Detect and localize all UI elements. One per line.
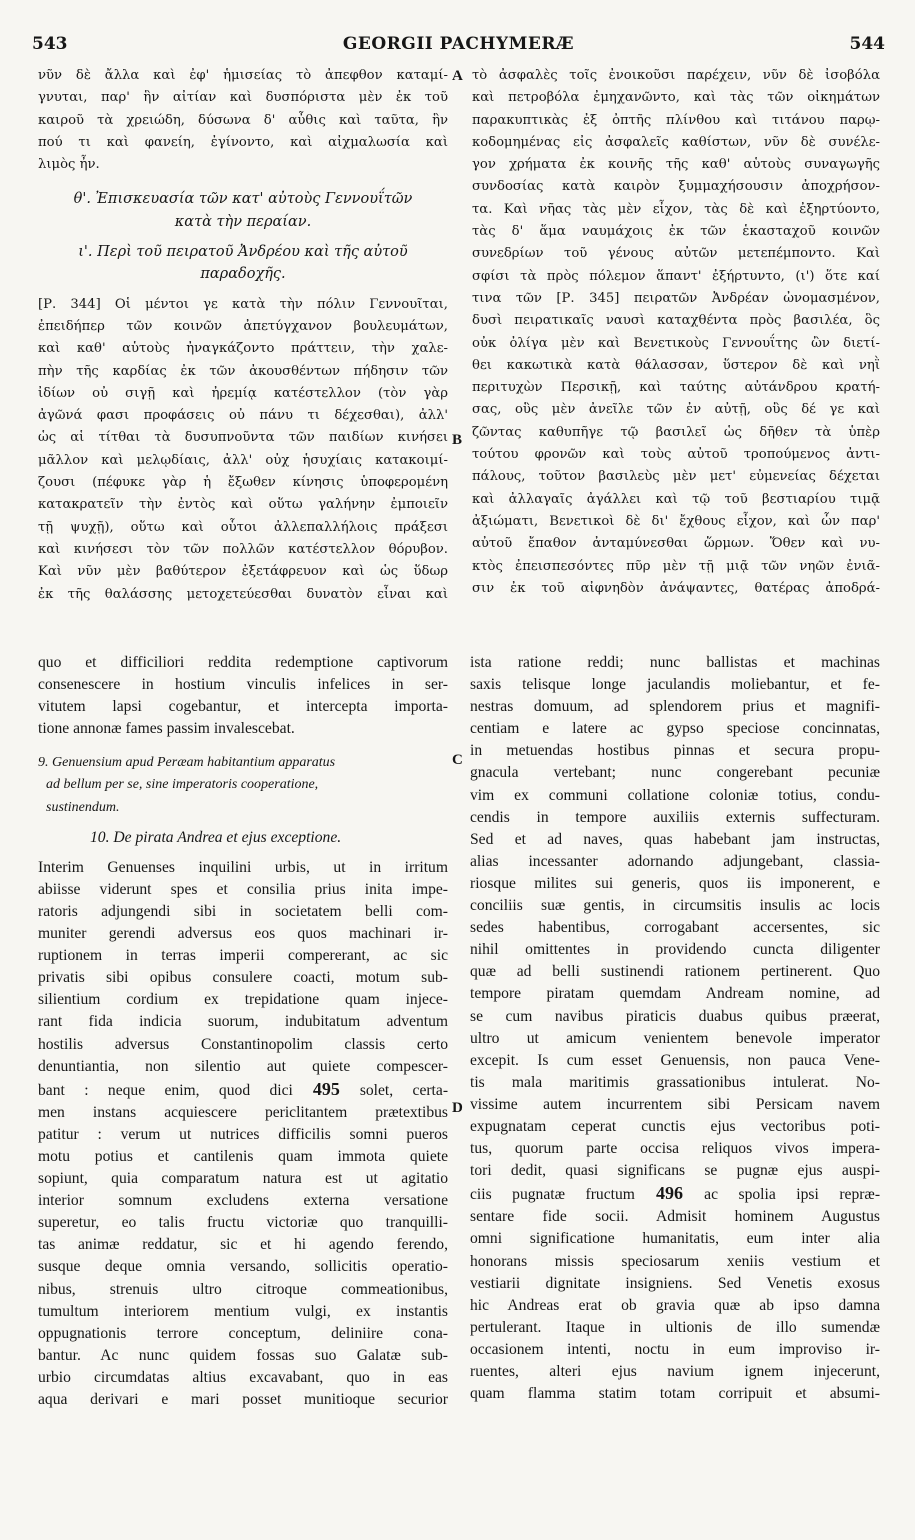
latin-text-line: muniter gerendi adversus eos quos machinari ir-	[38, 925, 448, 943]
latin-text-line: rant fida indicia suorum, indubitatum adventum	[38, 1013, 448, 1031]
latin-text-line: vim ex communi collatione coloniæ totius, condu-	[470, 786, 880, 804]
latin-heading-line: 9. Genuensium apud Peræam habitantium apparatus	[38, 755, 336, 771]
greek-text-line: καὶ καθ' αὑτοὺς ἠναγκάζοντο πράττειν, τὴν χαλε-	[38, 341, 448, 357]
latin-text-line: Interim Genuenses inquilini urbis, ut in irritum	[38, 858, 448, 876]
greek-text-line: ζῶντας καθυπῆγε τῷ βασιλεῖ ὡς δῆθεν τὰ ὑπὲρ	[472, 424, 880, 440]
latin-text-line: tione annonæ fames passim invalescebat.	[38, 720, 295, 738]
latin-heading-10	[38, 827, 448, 849]
latin-text-line: ciis pugnatæ fructum 496 ac spolia ipsi repræ-	[470, 1183, 880, 1204]
latin-text-line: patitur : verum ut nutrices difficilis somni pueros	[38, 1125, 448, 1143]
greek-text-line: οὐκ ὀλίγα μὲν καὶ Βενετικοὺς Γεννουΐτης ὢν διετί-	[472, 335, 880, 351]
greek-text-line: συνεδρίων τοῦ γένους αὐτῶν μετεπέμποντο. Καὶ	[472, 246, 880, 262]
greek-text-line: ζουσι (πέφυκε γὰρ ἡ ἔξωθεν κίνησις ὑποφερομένη	[38, 475, 448, 491]
latin-text-line: tori dedit, quasi significans se pugnæ ejus auspi-	[470, 1162, 880, 1180]
greek-text-line: γον χρήματα ἐκ κοινῆς τῆς καθ' αὑτοὺς συναγωγῆς	[472, 157, 880, 173]
greek-text-line: πάλους, τοῦτον βασιλεὺς μὲν μετ' εὐμενείας δέχεται	[472, 469, 880, 485]
latin-text-line: ruentes, alteri ejus navium ignem injecerunt,	[470, 1363, 880, 1380]
latin-text-line: sopiunt, quia comparatum natura est ut agitatio	[38, 1170, 448, 1188]
greek-text-line: σιν ἐκ τοῦ αἰφνηδὸν ἀνάψαντες, θατέρας ἀποδρά-	[472, 580, 880, 596]
latin-text-line: honorans missis speciosarum xeniis vestium et	[470, 1252, 880, 1270]
latin-text-line: silientium cordium ex trepidatione quam injece-	[38, 991, 448, 1009]
latin-text-line: pertulerant. Itaque in ultionis de illo sumendæ	[470, 1318, 880, 1336]
greek-text-line: ἰδίων οὐ σιγῇ καὶ ἠρεμίᾳ κατέστελλον (τὸν γὰρ	[38, 385, 448, 401]
latin-text-line: bantur. Ac nunc quidem fossas suo Galatæ sub-	[38, 1346, 448, 1364]
latin-text-line: motu potius et cantilenis quam immota quiete	[38, 1147, 448, 1165]
greek-text-line: πού τι καὶ φανείη, ἐγίνοντο, καὶ αἰχμαλωσία καὶ	[38, 134, 448, 150]
greek-text-line: αὐτοῦ ἔπαθον ἀνταμύνεσθαι ὥρμων. Ὅθεν καὶ νυ-	[472, 536, 880, 552]
greek-heading-9	[38, 188, 448, 233]
greek-text-line: καὶ πετροβόλα ἐμηχανῶντο, καὶ τὰς τῶν οἰκημάτων	[472, 90, 880, 106]
latin-text-line: hic Andreas erat ob gravia quæ ab ipso damna	[470, 1296, 880, 1314]
greek-heading-10	[38, 241, 448, 286]
greek-text-line: πὴν τῆς καρδίας ἐκ τῶν ἀκουσθέντων πήδησιν τῶν	[38, 363, 448, 379]
greek-text-line: ἀγῶνά φασι προφάσεις οὐ πάνυ τι δέχεσθαι), ἀλλ'	[38, 408, 448, 424]
latin-text-line: tis mala maritimis grassationibus intulerat. No-	[470, 1073, 880, 1091]
latin-text-line: oppugnationis terrore conceptum, deliniire cona-	[38, 1324, 448, 1342]
greek-text-line: κατακρατεῖν τὴν ἐντὸς καὶ οὕτω γαλήνην ἐμποιεῖν	[38, 497, 448, 513]
latin-text-line: abiisse viderunt spes et consilia prius inita impe-	[38, 880, 448, 898]
latin-text-line: quo et difficiliori reddita redemptione captivorum	[38, 654, 448, 671]
margin-letter-d: D	[452, 1100, 463, 1116]
latin-text-line: sedes habentibus, corrogabant accersentes, sic	[470, 919, 880, 937]
latin-text-line: conciliis suæ gentis, in circumsitis insulis ac locis	[470, 897, 880, 915]
greek-heading-line: ι'. Περὶ τοῦ πειρατοῦ Ἀνδρέου καὶ τῆς αὐτοῦ	[78, 244, 408, 261]
latin-text-line: vitutem lapsi cogebantur, et intercepta importa-	[38, 698, 448, 716]
latin-column-left	[38, 652, 448, 1411]
greek-text-line: δυσὶ πειρατικαῖς ναυσὶ καταχθέντα πρὸς βασιλέα, ὃς	[472, 313, 880, 329]
latin-text-line: nibus, strenuis ultro citroque commeationibus,	[38, 1280, 448, 1298]
greek-text-line: τινα τῶν [Ρ. 345] πειρατῶν Ἀνδρέαν ὠνομασμένον,	[472, 290, 880, 306]
latin-text-line: consenescere in hostium vinculis infelices in ser-	[38, 676, 448, 694]
greek-text-line: μᾶλλον καὶ μελῳδίαις, ἀλλ' οὐχ ἡσυχίαις κατακοιμί-	[38, 452, 448, 468]
greek-text-line: θει κακωτικὰ κατὰ θάλασσαν, ὕστερον δὲ καὶ νηῒ	[472, 357, 880, 373]
latin-text-line: vestiarii dignitate insigniens. Sed Venetis exosus	[470, 1274, 880, 1292]
latin-text-line: nihil omittentes in providendo cuncta diligenter	[470, 941, 880, 959]
latin-heading-line: ad bellum per se, sine imperatoris cooperatione,	[46, 777, 319, 793]
running-title: GEORGII PACHYMERÆ	[342, 34, 575, 54]
greek-text-line: παρακυπτικὰς ἐξ ὀπτῆς πλίνθου καὶ τιτάνου παρῳ-	[472, 112, 880, 128]
latin-text-line: expugnatam ceperat cunctis ejus vectoribus poti-	[470, 1117, 880, 1135]
latin-text-line: vissime autem incurrentem sibi Persicam navem	[470, 1095, 880, 1113]
latin-right-paragraph	[470, 652, 880, 1405]
greek-text-line: περιτυχὼν Περσικῇ, καὶ ταύτης αὐτάνδρου κρατή-	[472, 380, 880, 396]
latin-text-line: cendis in tempore auxiliis externis suffecturam.	[470, 808, 880, 826]
greek-text-line: σας, οὓς μὲν ἀνεῖλε τῶν ἐν αὐτῇ, οὓς δέ γε καὶ	[472, 402, 880, 418]
latin-text-line: aqua derivari e mari posset munitioque securior	[38, 1391, 448, 1408]
latin-text-line: se cum navibus piraticis duabus quibus præerat,	[470, 1007, 880, 1025]
latin-text-line: superetur, eo talis fructu victoriæ quo tranquilli-	[38, 1214, 448, 1232]
greek-text-line: καιροῦ τὰ χρειώδη, δύσωνα δ' αὖθις καὶ ταῦτα, ἣν	[38, 112, 448, 128]
latin-text-line: ista ratione reddi; nunc ballistas et machinas	[470, 654, 880, 671]
greek-text-line: νῦν δὲ ἄλλα καὶ ἐφ' ἡμισείας τὸ ἀπεφθον καταμί-	[38, 68, 448, 83]
latin-text-line: ultro ut amicum venientem benevole imperator	[470, 1029, 880, 1047]
latin-text-line: sentare fide socii. Admisit hominem Augustus	[470, 1208, 880, 1226]
latin-column-right	[470, 652, 880, 1405]
greek-text-line: τὸ ἀσφαλὲς τοῖς ἐνοικοῦσι παρέχειν, νῦν δὲ ἰσοβόλα	[472, 68, 880, 83]
latin-text-line: urbio circumdatas altius excavabant, quo in eas	[38, 1368, 448, 1386]
line-continuation: solet, certa-	[359, 1081, 448, 1099]
latin-heading-line: sustinendum.	[46, 799, 120, 815]
margin-letter-c: C	[452, 752, 463, 768]
latin-text-line: in metuendas hostibus pinnas et secura propu-	[470, 742, 880, 760]
greek-text-line: συνδοσίας κατὰ καιρὸν ξυμμαχήσουσιν ἀποχρήσον-	[472, 179, 880, 195]
latin-left-paragraph-2	[38, 857, 448, 1411]
latin-text-line: tas animæ reddatur, sic et hi agendo ferendo,	[38, 1236, 448, 1254]
latin-text-line: excepit. Is cum esset Genuensis, non pauca Vene-	[470, 1051, 880, 1069]
greek-text-line: ἀξιώματι, Βενετικοὶ δὲ δι' ἔχθους εἶχον, καὶ ὧν παρ'	[472, 513, 880, 529]
margin-letter-a: A	[452, 68, 463, 84]
latin-text-line: alias incessanter adornando adjungebant, classia-	[470, 852, 880, 870]
greek-text-line: τα. Καὶ νῆας τὰς μὲν εἶχον, τὰς δὲ καὶ ἐξηρτύοντο,	[472, 201, 880, 217]
latin-left-paragraph-1	[38, 652, 448, 740]
latin-text-line: quæ ad belli sustinendi rationem pertinerent. Quo	[470, 963, 880, 981]
greek-right-paragraph	[472, 65, 880, 600]
latin-text-line: saxis telisque longe jaculandis moliebantur, et fe-	[470, 676, 880, 694]
greek-text-line: καὶ κινήσεσι τὸν τῶν πολλῶν κατέστελλον θόρυβον.	[38, 541, 448, 557]
latin-text-line: privatis sibi opibus consulere coacti, motum sub-	[38, 969, 448, 987]
latin-text-line: riosque milites sui generis, quos iis imponerent, e	[470, 874, 880, 892]
latin-text-line: gnacula vertebant; nunc congerebant pecuniæ	[470, 764, 880, 782]
column-number-badge: 496	[634, 1183, 705, 1204]
latin-text-line: hostilis adversus Constantinopolim classis certo	[38, 1035, 448, 1053]
latin-text-line: susque deque omnia versando, sollicitis operatio-	[38, 1258, 448, 1276]
greek-text-line: Καὶ νῦν μὲν βαθύτερον ἐξετάφρευον καὶ ὡς ὕδωρ	[38, 564, 448, 580]
latin-text-line: ratoris adjungendi sibi in societatem belli com-	[38, 902, 448, 920]
greek-left-paragraph-1	[38, 65, 448, 176]
greek-column-left	[38, 65, 448, 606]
greek-text-line: ἐκ τῆς θαλάσσης μετοχετεύεσθαι δυνατὸν εἶναι καὶ	[38, 586, 448, 602]
greek-heading-line: κατὰ τὴν περαίαν.	[174, 213, 312, 230]
column-number-badge: 495	[292, 1078, 360, 1099]
greek-text-line: σφίσι τὰ πρὸς πόλεμον ἅπαντ' ἐξήρτυντο, (ι') ὅτε καί	[472, 268, 880, 284]
latin-text-line: centiam e latere ac gypso speciose concinnatas,	[470, 720, 880, 738]
greek-text-line: [Ρ. 344] Οἱ μέντοι γε κατὰ τὴν πόλιν Γεννουῖται,	[38, 296, 448, 312]
latin-text-line: quam flamma statim totam corripuit et absumi-	[470, 1385, 880, 1403]
greek-text-line: τὰς δ' ἅμα ναυμάχοις ἐκ τῶν ἑκασταχοῦ κοινῶν	[472, 224, 880, 240]
latin-text-line: men instans acquiescere periclitantem prætextibus	[38, 1103, 448, 1121]
latin-text-line: bant : neque enim, quod dici 495 solet, certa-	[38, 1078, 448, 1099]
page-number-left: 543	[32, 34, 68, 54]
greek-text-line: τούτου φρονῶν καὶ τοὺς αὐτοῦ τροπούμενος ἀντι-	[472, 447, 880, 463]
latin-heading-9	[38, 752, 448, 818]
greek-text-line: κτὸς ἐπεισπεσόντες πῦρ μὲν τῇ μιᾷ τῶν νηῶν ἐνιᾶ-	[472, 558, 880, 574]
margin-letter-b: B	[452, 432, 463, 448]
greek-left-paragraph-2	[38, 294, 448, 606]
latin-text-line: tempore piratam quemdam Andream nomine, ad	[470, 985, 880, 1003]
running-header	[32, 34, 885, 58]
greek-text-line: κοδομημένας εἰς ἀσφαλεῖς καθίστων, νῦν δὲ συνέλε-	[472, 134, 880, 150]
greek-heading-line: παραδοχῆς.	[200, 266, 286, 283]
greek-text-line: ὡς αἱ τίτθαι τὰ δυσυπνοῦντα τῶν παιδίων κινήσει	[38, 430, 448, 446]
greek-text-line: καὶ ἀλλαγαῖς ἀγάλλει καὶ τῷ τοῦ βεστιαρίου τιμᾷ	[472, 491, 880, 507]
greek-text-line: λιμὸς ἦν.	[38, 157, 100, 173]
greek-text-line: ἐπειδήπερ τῶν κοινῶν ἀπετύγχανον βουλευμάτων,	[38, 318, 448, 334]
latin-text-line: denuntiantia, non silentio aut quiete compescer-	[38, 1057, 448, 1075]
latin-text-line: omni significatione humanitatis, eum inter alia	[470, 1230, 880, 1248]
latin-text-line: occasionem intenti, noctu in eum improviso ir-	[470, 1340, 880, 1358]
latin-text-line: ruptionem in terras imperii compererant, ac sic	[38, 947, 448, 965]
latin-heading-line: 10. De pirata Andrea et ejus exceptione.	[90, 828, 342, 846]
latin-text-line: tus, quorum parte occisa reliquos vivos impera-	[470, 1140, 880, 1158]
greek-text-line: γνυται, παρ' ἣν αἰτίαν καὶ δυσπόριστα μὲν ἐκ τοῦ	[38, 90, 448, 106]
greek-text-line: τῇ ψυχῇ), οὕτω καὶ οὗτοι ἀλλεπαλλήλοις πράξεσι	[38, 519, 448, 535]
line-continuation: ac spolia ipsi repræ-	[704, 1186, 880, 1204]
latin-text-line: nestras domuum, ad splendorem prius et magnifi-	[470, 698, 880, 716]
page-number-right: 544	[849, 34, 885, 54]
latin-text-line: tumultum interiorem mentium vulgi, ex instantis	[38, 1302, 448, 1320]
greek-heading-line: θ'. Ἐπισκευασία τῶν κατ' αὐτοὺς Γεννουΐτῶν	[73, 191, 413, 208]
greek-column-right	[472, 65, 880, 600]
latin-text-line: Sed et ad naves, quas habebant jam instructas,	[470, 830, 880, 848]
latin-text-line: interior somnum excludens externa versatione	[38, 1192, 448, 1210]
